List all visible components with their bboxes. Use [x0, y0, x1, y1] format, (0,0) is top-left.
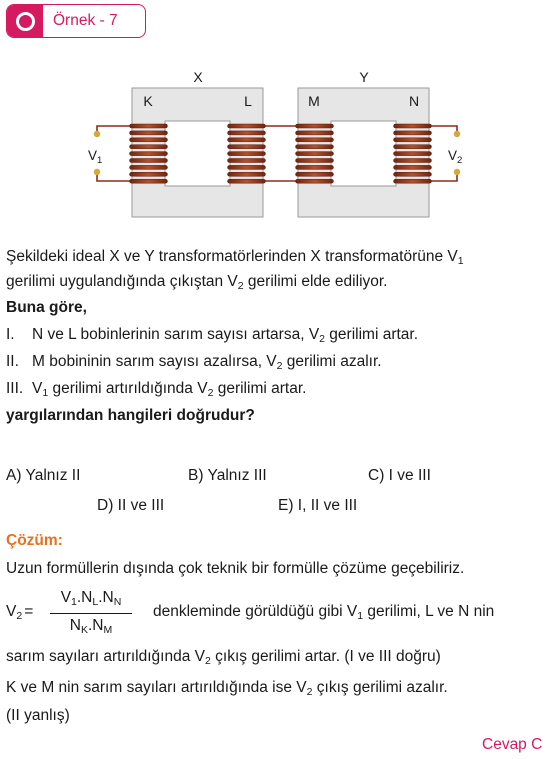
coil-turn [228, 179, 266, 183]
label-x: X [193, 69, 203, 85]
solution-line-1: Uzun formüllerin dışında çok teknik bir formülle çözüme geçebiliriz. [6, 560, 465, 577]
coil-turn [228, 124, 266, 128]
label-m: M [308, 93, 320, 109]
wire-output-bottom [429, 172, 457, 181]
coil-turn [296, 145, 334, 149]
coil-turn [394, 179, 432, 183]
coils [130, 124, 432, 183]
option-b[interactable]: B) Yalnız III [188, 467, 267, 484]
coil-turn [130, 172, 168, 176]
wire-input-top [97, 126, 132, 134]
coil-turn [228, 172, 266, 176]
solution-line-3: sarım sayıları artırıldığında $V_2$ çıkış gerilimi artar. (I ve III doğru) [6, 648, 441, 667]
coil-turn [228, 165, 266, 169]
label-l: L [244, 93, 252, 109]
statement-1: I. N ve L bobinlerinin sarım sayısı artarsa, $V_2$ gerilimi artar. [6, 326, 419, 345]
option-c[interactable]: C) I ve III [368, 467, 431, 484]
terminal-v2-bottom [454, 169, 460, 175]
coil-turn [130, 179, 168, 183]
formula-numerator: $V_1.N_L.N_N$ [60, 589, 122, 608]
coil-turn [228, 152, 266, 156]
coil-turn [394, 159, 432, 163]
coil-m [296, 124, 334, 183]
coil-turn [296, 131, 334, 135]
option-a[interactable]: A) Yalnız II [6, 467, 81, 484]
statement-2: II. M bobininin sarım sayısı azalırsa, $V_2$ gerilimi azalır. [6, 353, 382, 372]
coil-turn [394, 131, 432, 135]
label-y: Y [359, 69, 369, 85]
terminal-v1-top [94, 131, 100, 137]
wire-output-top [429, 126, 457, 134]
coil-turn [394, 124, 432, 128]
coil-turn [394, 152, 432, 156]
label-v1: $V_1$ [88, 148, 103, 166]
coil-l [228, 124, 266, 183]
coil-turn [130, 138, 168, 142]
label-v2: $V_2$ [448, 148, 463, 166]
solution-line-2: denkleminde görüldüğü gibi $V_1$ gerilimi, L ve N nin [153, 603, 495, 622]
option-e[interactable]: E) I, II ve III [278, 497, 358, 514]
wire-input-bottom [97, 172, 132, 181]
coil-turn [228, 145, 266, 149]
coil-turn [228, 131, 266, 135]
solution-line-5: (II yanlış) [6, 707, 70, 724]
coil-turn [296, 165, 334, 169]
coil-turn [394, 165, 432, 169]
statement-3: III. $V_1$ gerilimi artırıldığında $V_2$ gerilimi artar. [6, 380, 307, 399]
solution-line-4: K ve M nin sarım sayıları artırıldığında ise $V_2$ çıkış gerilimi azalır. [6, 679, 448, 698]
coil-turn [130, 165, 168, 169]
question-line-1 [6, 248, 546, 266]
formula-denominator: $N_K.N_M$ [69, 617, 113, 636]
terminal-v2-top [454, 131, 460, 137]
label-k: K [143, 93, 153, 109]
coil-turn [394, 145, 432, 149]
coil-turn [394, 138, 432, 142]
coil-turn [228, 159, 266, 163]
coil-turn [228, 138, 266, 142]
terminal-v1-bottom [94, 169, 100, 175]
coil-n [394, 124, 432, 183]
coil-turn [394, 172, 432, 176]
coil-turn [130, 152, 168, 156]
coil-turn [130, 131, 168, 135]
transformer-figure [0, 0, 552, 230]
option-d[interactable]: D) II ve III [97, 497, 165, 514]
coil-turn [296, 172, 334, 176]
coil-turn [296, 124, 334, 128]
coil-turn [130, 159, 168, 163]
coil-turn [130, 124, 168, 128]
question-lead: Buna göre, [6, 299, 87, 316]
answer-label: Cevap C [482, 736, 543, 753]
question-text-1: Şekildeki ideal X ve Y transformatörlerinden X transformatörüne $V_1$ [6, 248, 464, 267]
coil-k [130, 124, 168, 183]
solution-title: Çözüm: [6, 532, 63, 549]
example-title: Örnek - 7 [53, 12, 118, 29]
question-line-2: gerilimi uygulandığında çıkıştan $V_2$ gerilimi elde ediliyor. [6, 273, 388, 292]
coil-turn [296, 138, 334, 142]
coil-turn [130, 145, 168, 149]
fraction-bar [50, 613, 132, 614]
coil-turn [296, 159, 334, 163]
coil-turn [296, 152, 334, 156]
label-n: N [408, 93, 420, 109]
coil-turn [296, 179, 334, 183]
question-ask: yargılarından hangileri doğrudur? [6, 407, 255, 424]
formula-lhs: $V_2$ = [6, 603, 34, 622]
